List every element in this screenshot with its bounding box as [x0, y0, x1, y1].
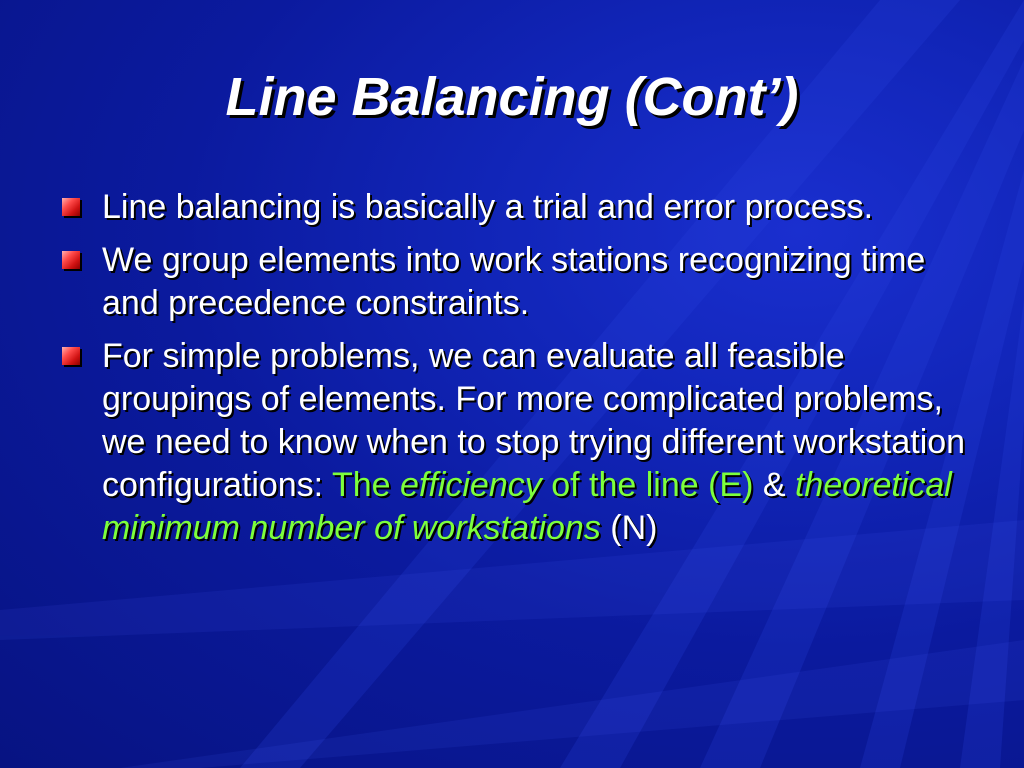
slide-title: Line Balancing (Cont’): [225, 67, 799, 127]
bullet-item-2: [60, 239, 980, 325]
bullet-item-1: [60, 186, 980, 229]
bullet-text-3-theoretical: theoretical minimum number of workstations: [102, 466, 952, 547]
red-square-bullet-icon: [62, 198, 80, 216]
bullet-text-1: Line balancing is basically a trial and error process.: [102, 188, 874, 226]
bullet-text-3-the: The: [331, 466, 401, 504]
bullet-text-3-n: (N): [600, 509, 658, 547]
bullet-item-3: [60, 335, 980, 550]
bullet-text-2: We group elements into work stations recognizing time and precedence constraints.: [102, 241, 926, 322]
red-square-bullet-icon: [62, 251, 80, 269]
red-square-bullet-icon: [62, 347, 80, 365]
bullet-text-3-ampersand: &: [753, 466, 795, 504]
bullet-text-3-main: For simple problems, we can evaluate all feasible groupings of elements. For more complicated problems, we need to know when to stop trying different workstation configurations:: [102, 337, 966, 504]
bullet-list: [60, 186, 980, 560]
bullet-text-3-of-line: of the line (E): [541, 466, 754, 504]
bullet-text-3-efficiency: efficiency: [400, 466, 542, 504]
